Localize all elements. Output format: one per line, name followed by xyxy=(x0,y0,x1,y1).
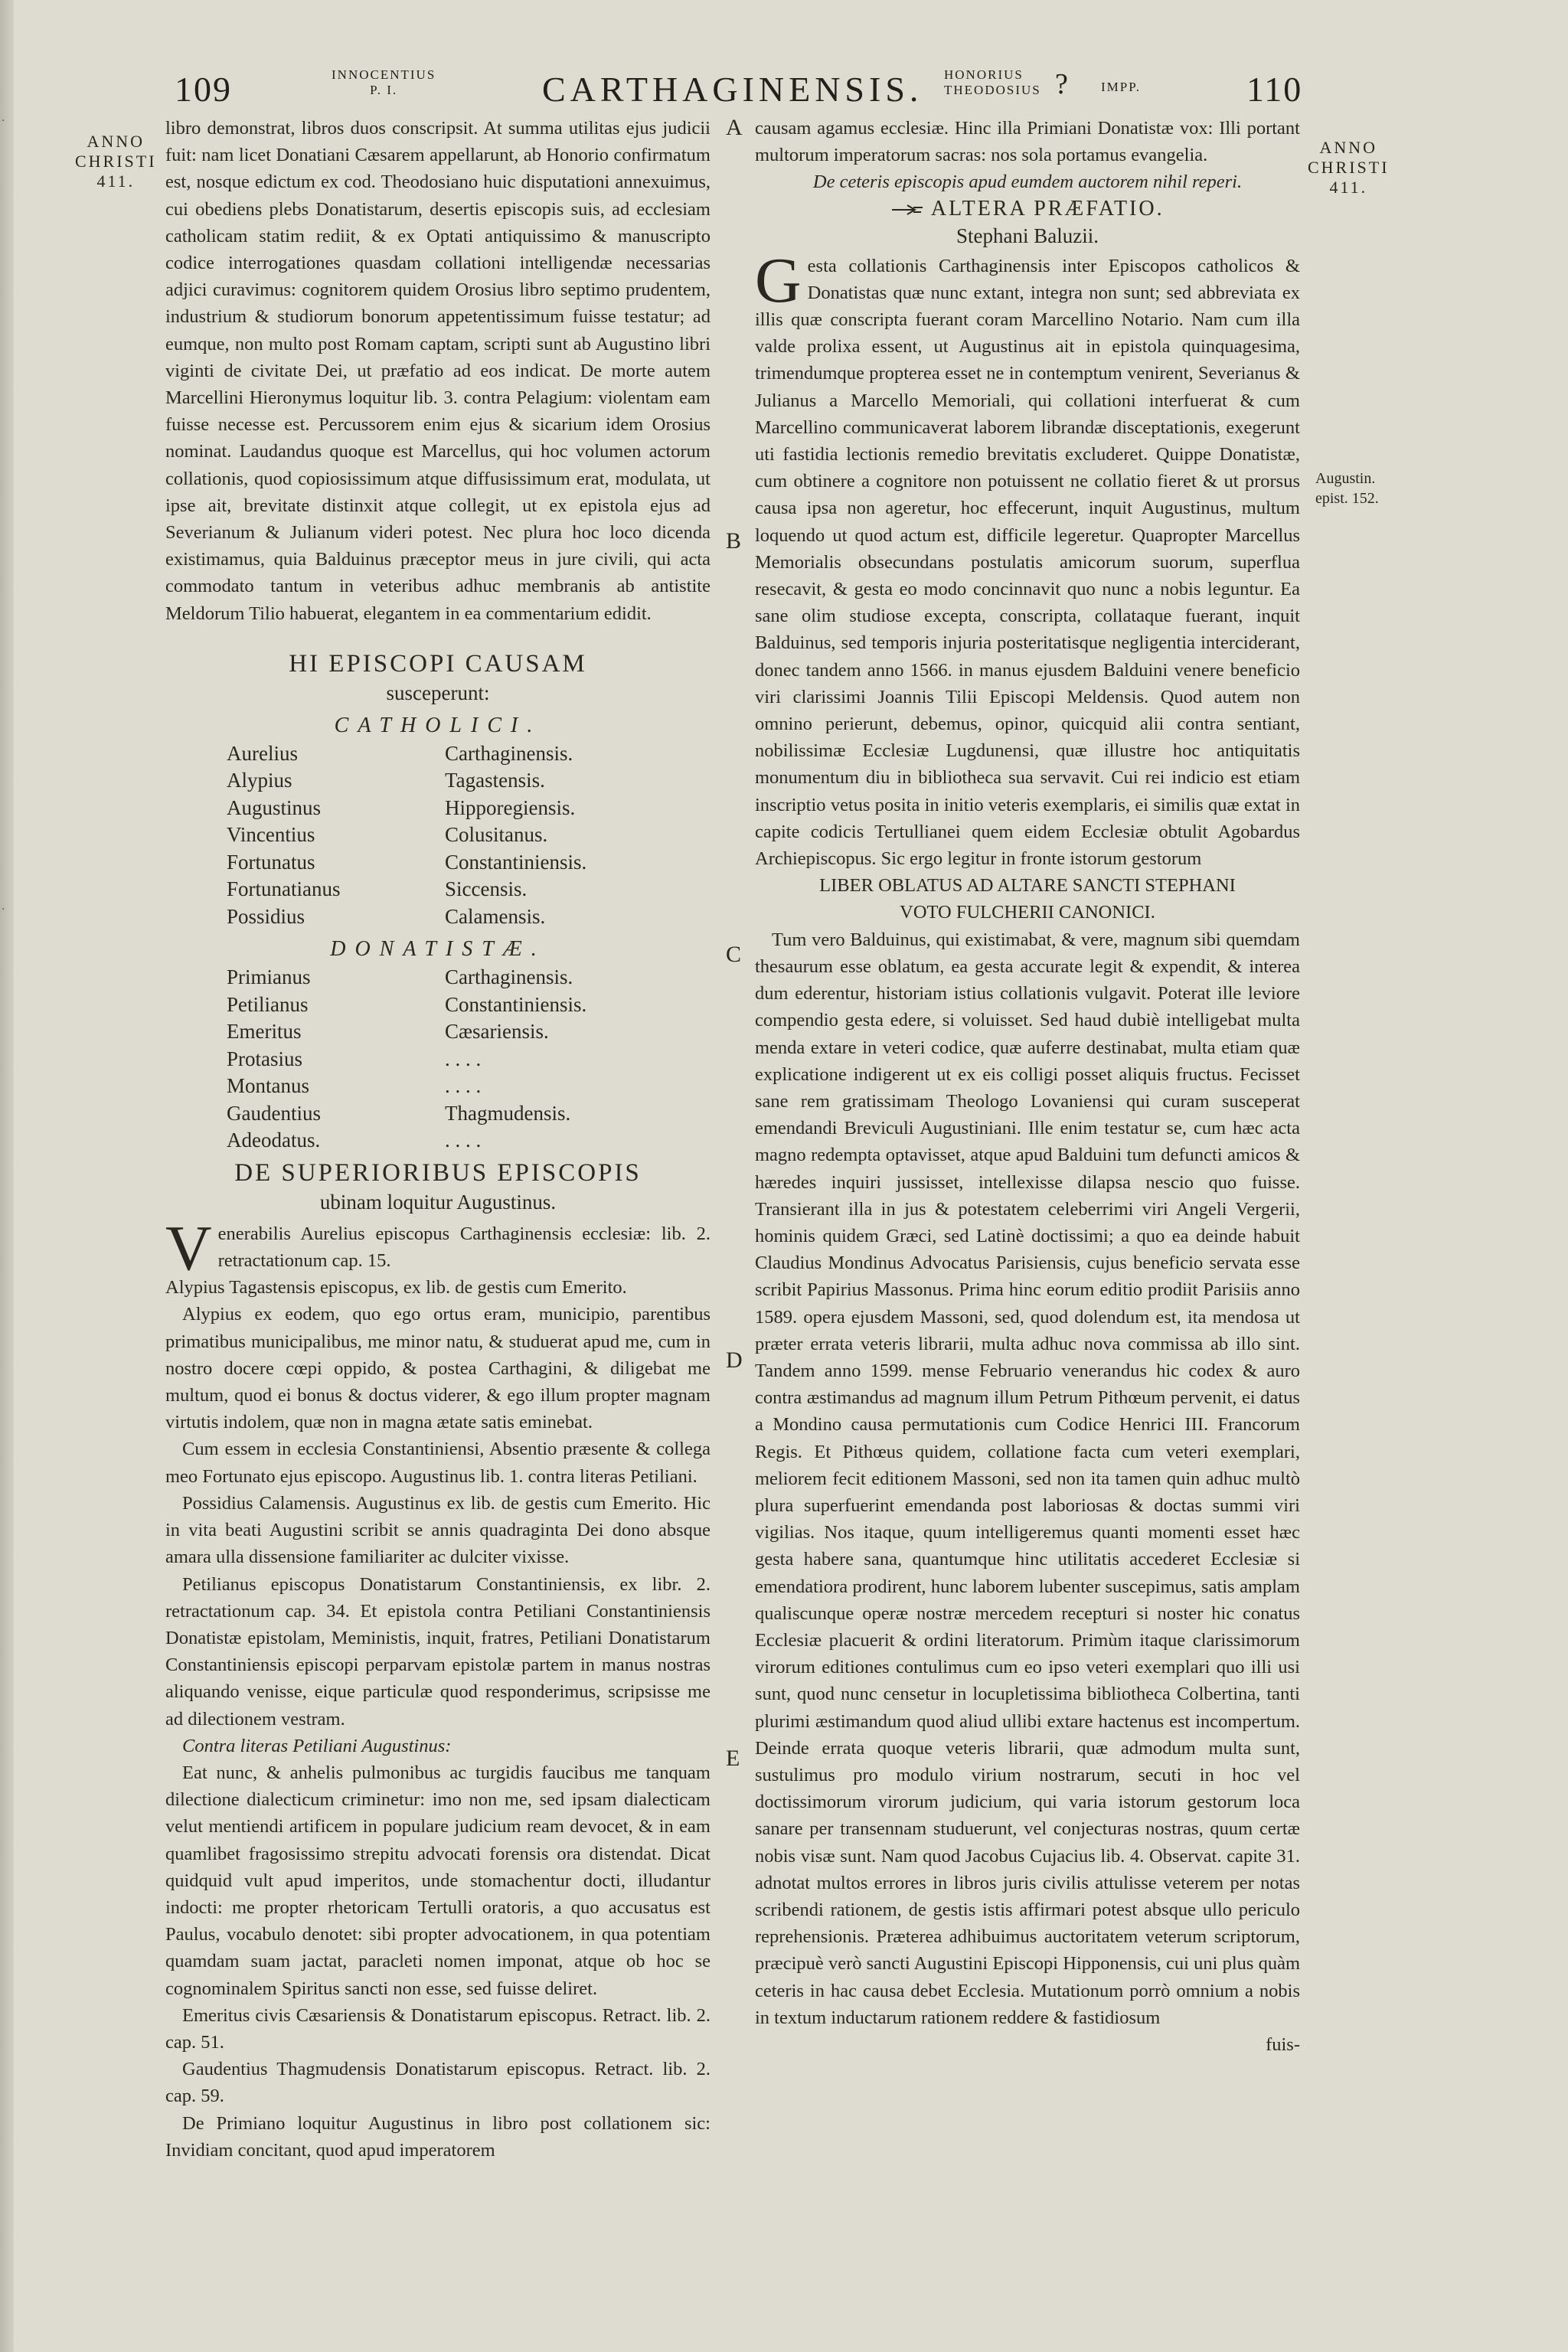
donatistae-roster xyxy=(227,964,778,1155)
left-paragraph xyxy=(165,1212,710,1284)
bishops-subheading: susceperunt: xyxy=(386,681,490,704)
bishop-row xyxy=(227,767,778,795)
bishop-row xyxy=(227,1073,778,1100)
bishop-name: Primianus xyxy=(227,965,311,989)
page-gutter-edge xyxy=(0,0,14,2352)
right-intro-paragraph: causam agamus ecclesiæ. Hinc illa Primiani Donatistæ vox: Illi portant multorum imperatorum sacras: nos sola portamus evangelia. xyxy=(755,118,1300,166)
christi-label: CHRISTI xyxy=(1308,158,1390,177)
section-letter-a: A xyxy=(726,115,743,140)
right-column xyxy=(755,115,1300,2058)
left-paragraph: Alypius Tagastensis episcopus, ex lib. de gestis cum Emerito. xyxy=(165,1277,627,1298)
left-running-top: INNOCENTIUS xyxy=(332,67,436,82)
bishop-see: . . . . xyxy=(445,1129,482,1152)
left-paragraph: Emeritus civis Cæsariensis & Donatistarum episcopus. Retract. lib. 2. cap. 51. xyxy=(165,2004,710,2053)
bishop-see: Constantiniensis. xyxy=(445,992,587,1016)
left-intro-paragraph: libro demonstrat, libros duos conscripsit. At summa utilitas ejus judicii fuit: nam licet Donatiani Cæsarem appellarunt, ab Honorio confirmatum est, nosque edictum ex cod. Theodosiano huic disputationi annexuimus, cui obediens plebs Donatistarum, desertis episcopis suis, ad ecclesiam catholicam statim rediit, & ex Optati antiquissimo & manuscripto codice interrogationes quasdam collationi intelligendæ necessarias adjici curavimus: cognitorem quidem Orosius libro septimo prudentem, industrium & studiorum bonorum appetentissimum fuisse testatur; ad eumque, non multo post Romam captam, scripti sunt ab Augustino libri viginti de civitate Dei, ut præfatio ad eos indicat. De morte autem Marcellini Hieronymus loquitur lib. 3. contra Pelagium: violentam eam fuisse necesse est. Percussorem enim ejus & sicarium idem Orosius nominat. Laudandus quoque est Marcellus, qui hoc volumen actorum collationis, quod copiosissimum atque diffusissimum erat, modulata, ut ipse ait, brevitate distinxit atque collegit, ut ex epistola ejus ad Severianum & Julianum videri potest. Nec plura hoc loco dicenda existimamus, quia Balduinus præceptor meus in jure civili, qui acta commodato tantum in veteribus adhuc membranis ab antistite Meldorum Tilio habuerat, elegantem in ea commentarium edidit. xyxy=(165,118,710,624)
year-label: 411. xyxy=(1329,178,1368,197)
book-page xyxy=(14,0,1568,2352)
bishop-see: Tagastensis. xyxy=(445,769,545,792)
bishop-see: Hipporegiensis. xyxy=(445,795,576,819)
right-margin-year xyxy=(1308,138,1390,198)
left-column xyxy=(165,115,710,2164)
bishop-name: Protasius xyxy=(227,1047,303,1070)
anno-label: ANNO xyxy=(87,132,145,151)
bishop-see: Carthaginensis. xyxy=(445,965,573,989)
pointing-hand-icon xyxy=(890,201,924,218)
right-paragraph xyxy=(755,244,1300,873)
bishop-name: Gaudentius xyxy=(227,1101,321,1125)
superiores-subheading: ubinam loquitur Augustinus. xyxy=(319,1190,557,1214)
right-note: De ceteris episcopis apud eumdem auctorem nihil reperi. xyxy=(812,172,1243,193)
donatistae-label: DONATISTÆ. xyxy=(330,937,546,962)
left-paragraph: Contra literas Petiliani Augustinus: xyxy=(182,1735,452,1756)
bishop-name: Fortunatianus xyxy=(227,877,341,901)
praefatio-author: Stephani Baluzii. xyxy=(956,224,1099,247)
bishop-see: Constantiniensis. xyxy=(445,850,587,874)
left-page-number: 109 xyxy=(175,70,232,109)
right-running-head xyxy=(944,67,1041,98)
bishop-row xyxy=(227,1018,778,1046)
bishop-row xyxy=(227,1046,778,1073)
paragraph-text: esta collationis Carthaginensis inter Episcopos catholicos & Donatistas quæ nunc extant, integra non sunt; sed abbreviata ex illis quæ conscripta fuerant coram Marcellino Notario. Nam cum illa valde prolixa essent, ut Augustinus ait in epistola quinquagesima, trimendumque propterea esset ne in contemptum venirent, Severianus & Julianus a Marcello Memoriali, qui collationi interfuerat & cum Marcellino communicaverat laborem librandæ disceptationis, exegerunt uti fastidia lectionis remedio brevitatis excluderet. Quippe Donatistæ, cum obtinere a cognitore non potuissent ne collatio fieret & ut prorsus causa ipsa non ageretur, hoc effecerunt, inquit Augustinus, multum loquendo ut quod actum est, difficile legeretur. Quapropter Marcellus Memorialis obsecundans postulatis amicorum suorum, superflua resecavit, & gesta eo modo concinnavit quo nunc a nobis leguntur. Ea sane olim studiose excepta, conscripta, collataque fuerant, inquit Balduinus, sed temporis injuria posteritatisque negligentia interciderant, donec tandem anno 1566. in manus ejusdem Balduini venere beneficio viri clarissimi Joannis Tilii Episcopi Meldensis. Quod autem non omnino perierunt, debemus, opinor, quicquid alii contra sentiant, nobilissimæ Ecclesiæ Lugdunensi, quæ illustre hoc antiquitatis monumentum diu in bibliotheca sua servavit. Cui rei indicio est etiam inscriptio vetus posita in initio veteris exemplaris, ei similis quæ extat in capite codicis Tertullianei quem eidem Ecclesiæ obtulit Agobardus Archiepiscopus. Sic ergo legitur in fronte istorum gestorum xyxy=(755,255,1300,870)
bishop-row xyxy=(227,903,778,931)
anno-label: ANNO xyxy=(1319,138,1378,157)
bishop-name: Vincentius xyxy=(227,823,315,847)
left-paragraph: Gaudentius Thagmudensis Donatistarum episcopus. Retract. lib. 2. cap. 59. xyxy=(165,2059,710,2107)
section-letter-b: B xyxy=(726,528,742,554)
gutter-mark: · xyxy=(2,115,5,127)
drop-capital: G xyxy=(755,244,802,316)
inscription-line: VOTO FULCHERII CANONICI. xyxy=(900,902,1155,923)
bishop-see: Thagmudensis. xyxy=(445,1101,571,1125)
paragraph-text: enerabilis Aurelius episcopus Carthaginensis ecclesiæ: lib. 2. retractationum cap. 15. xyxy=(217,1223,710,1272)
right-running-bottom: THEODOSIUS xyxy=(944,83,1041,97)
bishop-row xyxy=(227,849,778,877)
right-page-number: 110 xyxy=(1246,70,1303,109)
imp-label: IMPP. xyxy=(1101,80,1142,94)
brace-glyph: ? xyxy=(1055,68,1068,100)
bishop-see: Cæsariensis. xyxy=(445,1020,549,1044)
bishop-see: Carthaginensis. xyxy=(445,741,573,765)
left-paragraph: De Primiano loquitur Augustinus in libro post collationem sic: Invidiam concitant, quod apud imperatorem xyxy=(165,2112,710,2161)
section-letter-d: D xyxy=(726,1348,743,1373)
bishop-see: Calamensis. xyxy=(445,904,546,928)
bishop-row xyxy=(227,795,778,822)
ref-line: Augustin. xyxy=(1315,470,1376,487)
left-paragraph: Cum essem in ecclesia Constantiniensi, Absentio præsente & collega meo Fortunato ejus episcopo. Augustinus lib. 1. contra literas Petiliani. xyxy=(165,1439,710,1487)
section-letter-c: C xyxy=(726,942,742,967)
inscription-line: LIBER OBLATUS AD ALTARE SANCTI STEPHANI xyxy=(819,875,1236,897)
bishop-row xyxy=(227,1100,778,1128)
bishop-name: Aurelius xyxy=(227,741,298,765)
bishop-row xyxy=(227,876,778,903)
bishop-row xyxy=(227,822,778,849)
bishop-name: Petilianus xyxy=(227,992,309,1016)
running-title: CARTHAGINENSIS. xyxy=(542,70,923,109)
praefatio-heading xyxy=(755,196,1300,222)
left-paragraph: Eat nunc, & anhelis pulmonibus ac turgidis faucibus me tanquam dilectione dialecticum criminetur: imo non me, sed ipsam dialecticam velut mentiendi artificem in populare judicium ream devocet, & in eam quamlibet fragosissimo strepitu advocati forensis ora distendat. Dicat quidquid vult apud imperitos, unde stomachentur docti, illudantur indocti: me propter rhetoricam Tertulli oratoris, a quo accusatus est Paulus, vocabulo denotet: sibi propter advocationem, in qua potentiam quamdam suam jactat, paracleti nomen imponat, atque ob hoc se cognominalem Spiritus sancti non esse, sed fuisse deliret. xyxy=(165,1762,710,1999)
catholici-roster xyxy=(227,740,778,931)
catchword: fuis- xyxy=(1266,2034,1300,2056)
bishops-heading: HI EPISCOPI CAUSAM xyxy=(289,649,587,678)
bishop-name: Possidius xyxy=(227,904,305,928)
catholici-label: CATHOLICI. xyxy=(334,713,542,737)
bishop-see: . . . . xyxy=(445,1074,482,1098)
left-paragraph: Petilianus episcopus Donatistarum Constantiniensis, ex libr. 2. retractationum cap. 34. Et epistola contra Petiliani Constantiniensis Donatistæ epistolam, Meministis, inquit, fratres, Petiliani Donatistarum Constantiniensis episcopi perparvam epistolæ partem in manus nostras aliquando venisse, eique particulæ quod responderimus, scripsisse me ad dilectionem vestram. xyxy=(165,1573,710,1730)
bishop-name: Montanus xyxy=(227,1074,309,1098)
bishop-row xyxy=(227,991,778,1019)
augustin-epist-ref xyxy=(1315,469,1379,508)
left-paragraph: Alypius ex eodem, quo ego ortus eram, municipio, parentibus primatibus municipalibus, me minor natu, & studuerat apud me, cum in nostro docere cœpi oppido, & postea Carthagini, & diligebat me multum, quod ei bonus & doctus viderer, & ego illum propter magnam virtutis indolem, quæ non in magna ætate satis eminebat. xyxy=(165,1304,710,1433)
christi-label: CHRISTI xyxy=(75,152,157,171)
bishop-name: Alypius xyxy=(227,769,292,792)
left-running-head xyxy=(332,67,436,98)
section-letter-e: E xyxy=(726,1746,740,1771)
bishop-row xyxy=(227,1127,778,1155)
bishop-see: . . . . xyxy=(445,1047,482,1070)
bishop-name: Augustinus xyxy=(227,795,322,819)
bishop-row xyxy=(227,740,778,768)
bishop-name: Adeodatus. xyxy=(227,1129,321,1152)
superiores-heading: DE SUPERIORIBUS EPISCOPIS xyxy=(234,1158,642,1187)
year-label: 411. xyxy=(96,172,136,191)
right-paragraph: Tum vero Balduinus, qui existimabat, & vere, magnum sibi quemdam thesaurum esse oblatum, ea gesta accurate legit & expendit, & interea dum ederentur, historiam istius collationis vulgavit. Poterat ille leviore compendio gesta edere, si voluisset. Sed haud dubiè intelligebat multa menda extare in veteri codice, quæ auferre destinabat, multa etiam quæ explicatione indigerent ut ex eis colligi posset aliquis fructus. Fecisset sane rem gratissimam Theologo Lovaniensi qui curam susceperat emendandi Breviculi Augustiniani. Ille enim testatur se, cum hæc acta magno redempta optavisset, atque apud Balduini tum defuncti amicos & hæredes inquiri jussisset, intellexisse dilapsa nescio quo fuisse. Transierant illa in jus & potestatem celeberrimi viri Angeli Vergerii, hominis quidem Græci, sed Latinè doctissimi; a quo ea deinde habuit Claudius Mondinus Advocatus Parisiensis, cujus beneficio servata esse scribit Papirius Massonus. Prima hinc eorum editio prodiit Parisiis anno 1589. opera ejusdem Massoni, sed, quod dolendum est, ita mendosa ut præter errata veteris librarii, multa adhuc nova commissa ab illo sint. Tandem anno 1599. mense Februario venerandus hic codex & auro contra æstimandus ad magnum illum Petrum Pithœum pervenit, ei datus a Mondino causa permutationis cum Codice Henrici III. Francorum Regis. Et Pithœus quidem, collatione facta cum veteri exemplari, meliorem fecit editionem Massoni, sed non ita tamen quin adhuc multò plura superfuerint emendanda post laboriosas & doctas summi viri vigilias. Nos itaque, quum intelligeremus quanti momenti esset hæc gesta habere sana, quantumque hinc utilitatis accederet Ecclesiæ si emendatiora prodirent, hunc laborem lubenter suscepimus, satis amplam qualiscunque operæ nostræ mercedem recepturi si noster hic conatus Ecclesiæ placuerit & ordini literatorum. Primùm itaque clarissimorum virorum editiones contulimus cum eo ipso veteri exemplari quo illi usi sunt, quod nunc censetur in locupletissima bibliotheca Colbertina, tanti plurimi æstimandum quod aliud ullibi extare hactenus est incompertum. Deinde errata quoque veteris librarii, quæ admodum multa sunt, sustulimus pro modulo virium nostrarum, secuti in hoc vel doctissimorum virorum judicium, qui varia istorum gestorum loca sanare per transennam studuerunt, vel conjecturas nostras, quum certæ nobis visæ sunt. Nam quod Jacobus Cujacius lib. 4. Observat. capite 31. adnotat multos errores in libros juris civilis attulisse veterem per notas scribendi rationem, de gestis istis affirmari potest absque ullo periculo reprehensionis. Præterea adhibuimus auctoritatem veterum scriptorum, præcipuè verò sancti Augustini Episcopi Hipponensis, cui uni plus quàm ceteris in hac causa debet Ecclesia. Mutationum porrò omnium a nobis in textum inductarum rationem reddere & fastidiosum xyxy=(755,929,1300,2028)
bishop-name: Emeritus xyxy=(227,1020,302,1044)
drop-capital: V xyxy=(165,1212,212,1284)
gutter-mark: · xyxy=(2,903,5,916)
left-paragraph: Possidius Calamensis. Augustinus ex lib. de gestis cum Emerito. Hic in vita beati Augustini scribit se annis quadraginta Dei dono absque amara ulla dissensione familiariter ac dulciter vixisse. xyxy=(165,1492,710,1568)
bishop-name: Fortunatus xyxy=(227,850,315,874)
left-running-bottom: P. I. xyxy=(370,83,398,97)
ref-line: epist. 152. xyxy=(1315,490,1379,507)
left-margin-year xyxy=(75,132,157,191)
bishop-see: Colusitanus. xyxy=(445,823,548,847)
right-running-top: HONORIUS xyxy=(944,67,1024,82)
bishop-see: Siccensis. xyxy=(445,877,528,901)
praefatio-title: ALTERA PRÆFATIO. xyxy=(930,196,1165,220)
bishop-row xyxy=(227,964,778,991)
